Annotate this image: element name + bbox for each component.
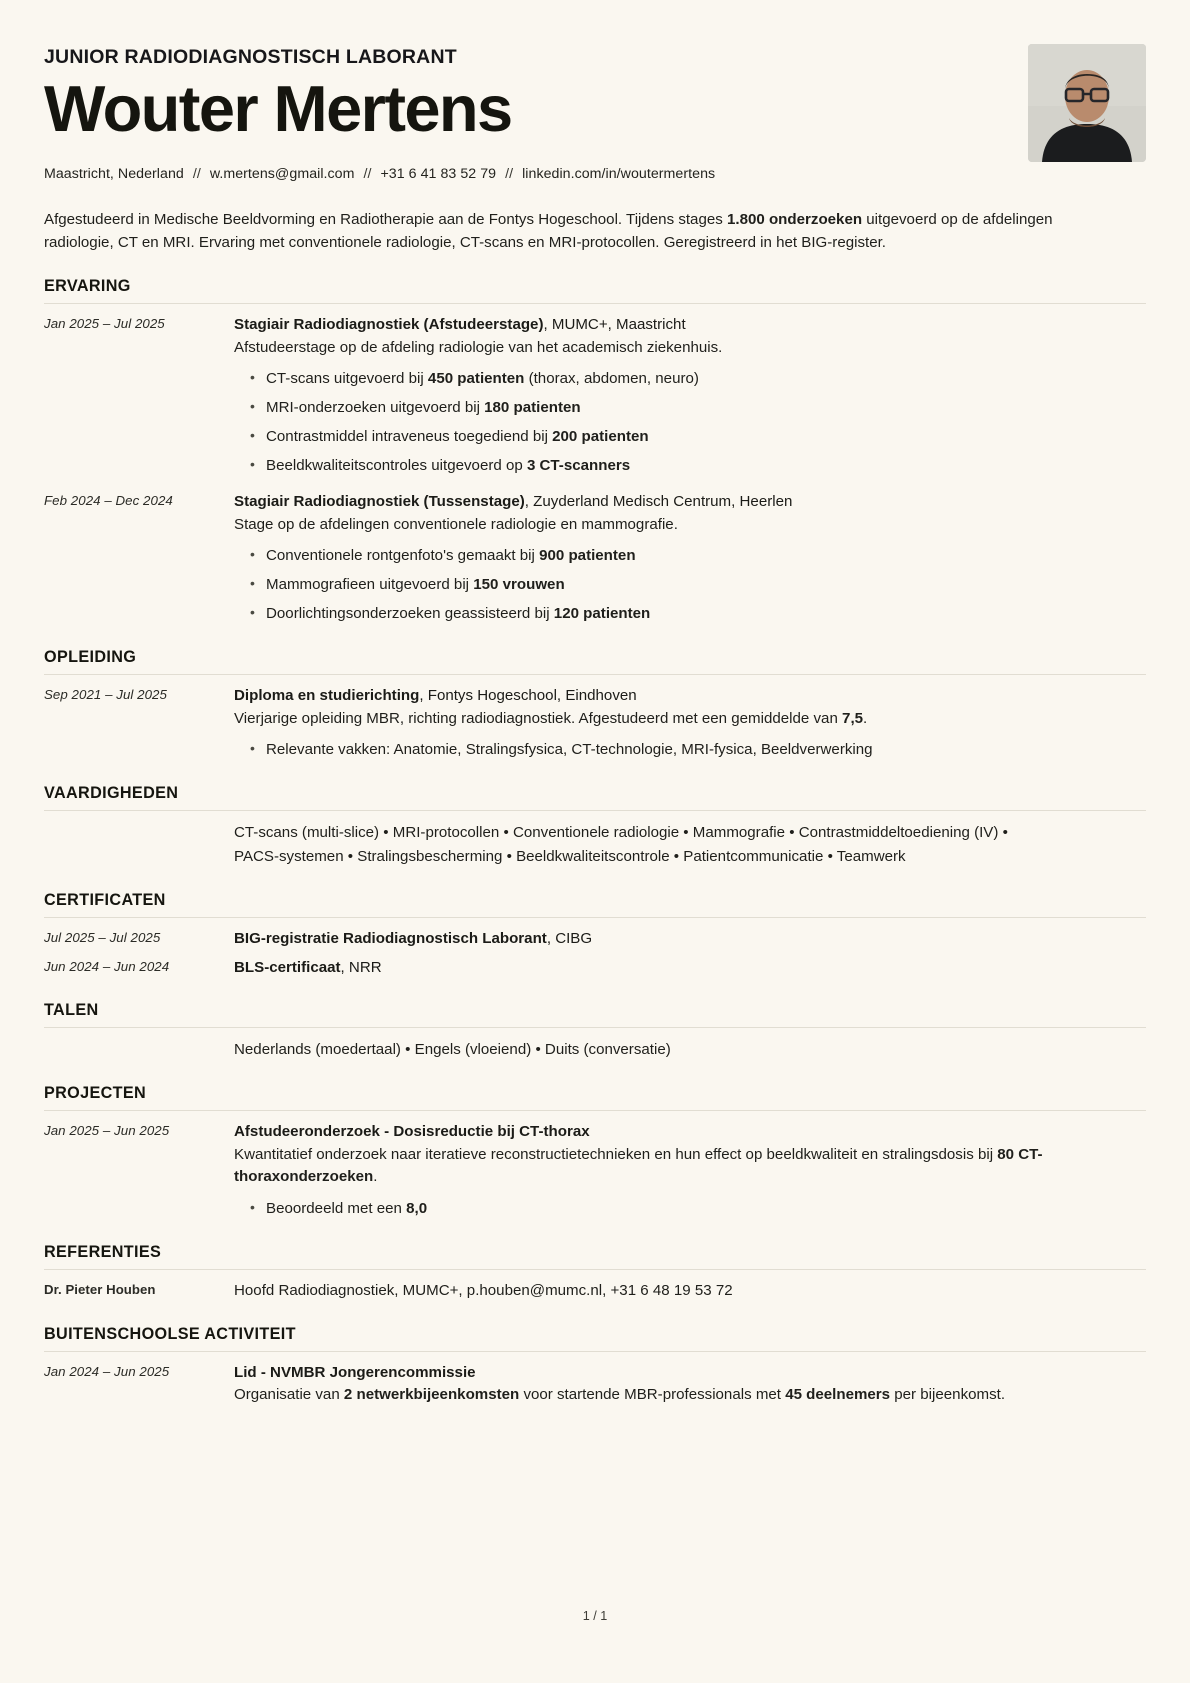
desc-mid: voor startende MBR-professionals met — [519, 1386, 786, 1404]
bullet-text-bold: 120 patienten — [553, 605, 651, 623]
entry-heading — [234, 957, 1146, 980]
contact-phone[interactable]: +31 6 41 83 52 79 — [380, 165, 497, 182]
bullet-text-bold: 3 CT-scanners — [526, 457, 631, 475]
entry-heading — [234, 314, 1146, 337]
section-certificates — [44, 891, 1146, 979]
certificate-entry — [44, 957, 1146, 980]
section-divider — [44, 303, 1146, 304]
reference-entry — [44, 1280, 1146, 1303]
profile-photo-illustration — [1028, 44, 1146, 162]
summary-highlight: 1.800 onderzoeken — [727, 210, 863, 228]
reference-detail: Hoofd Radiodiagnostiek, MUMC+, p.houben@mumc.nl, +31 6 48 19 53 72 — [234, 1281, 733, 1299]
bullet-text-bold: 180 patienten — [484, 399, 581, 417]
reference-name: Dr. Pieter Houben — [44, 1281, 156, 1297]
section-divider — [44, 1110, 1146, 1111]
bullet-text-bold: 900 patienten — [539, 547, 636, 565]
desc-pre: Organisatie van — [234, 1386, 344, 1404]
profile-summary — [44, 208, 1064, 255]
bullet-text-pre: CT-scans uitgevoerd bij — [266, 370, 428, 388]
bullet-item — [266, 455, 1146, 478]
entry-meta: , Zuyderland Medisch Centrum, Heerlen — [524, 492, 793, 510]
entry-description — [234, 1384, 1146, 1407]
profile-photo — [1028, 44, 1146, 162]
contact-separator-3: // — [505, 165, 514, 182]
entry-body — [234, 1121, 1146, 1221]
section-title-skills: VAARDIGHEDEN — [44, 784, 179, 803]
bullet-text-bold: 200 patienten — [552, 428, 649, 446]
education-entry — [44, 685, 1146, 762]
entry-bullet-list — [234, 1198, 1146, 1221]
entry-role: Stagiair Radiodiagnostiek (Tussenstage) — [234, 492, 525, 510]
entry-role: Afstudeeronderzoek - Dosisreductie bij CT-thorax — [234, 1123, 590, 1141]
bullet-text-pre: Conventionele rontgenfoto's gemaakt bij — [266, 547, 540, 565]
entry-heading — [234, 685, 1146, 708]
section-title-references: REFERENTIES — [44, 1242, 162, 1261]
entry-date: Jan 2025 – Jun 2025 — [44, 1123, 170, 1139]
page-indicator: 1 / 1 — [582, 1609, 608, 1623]
skills-row — [44, 821, 1146, 869]
section-divider — [44, 1027, 1146, 1028]
desc-post: per bijeenkomst. — [890, 1386, 1006, 1404]
desc-pre: Kwantitatief onderzoek naar iteratieve reconstructietechnieken en hun effect op beeldkwaliteit en stralingsdosis bij — [234, 1145, 998, 1163]
entry-body — [234, 685, 1146, 762]
contact-separator-1: // — [192, 165, 201, 182]
bullet-text-bold: 150 vrouwen — [473, 576, 565, 594]
entry-meta: , Fontys Hogeschool, Eindhoven — [419, 687, 637, 705]
section-title-projects: PROJECTEN — [44, 1084, 147, 1103]
bullet-item — [266, 574, 1146, 597]
contact-separator-2: // — [363, 165, 372, 182]
entry-meta: , NRR — [340, 958, 382, 976]
entry-date: Jun 2024 – Jun 2024 — [44, 958, 170, 974]
entry-date: Sep 2021 – Jul 2025 — [44, 687, 167, 703]
section-title-experience: ERVARING — [44, 276, 131, 295]
certificate-entry — [44, 928, 1146, 951]
bullet-text-pre: Beoordeeld met een — [266, 1200, 407, 1218]
entry-meta: , CIBG — [546, 929, 593, 947]
entry-body — [234, 1362, 1146, 1407]
page-footer — [0, 1609, 1190, 1623]
summary-part-1: Afgestudeerd in Medische Beeldvorming en Radiotherapie aan de Fontys Hogeschool. Tijdens stages — [44, 210, 727, 228]
section-divider — [44, 917, 1146, 918]
entry-heading — [234, 928, 1146, 951]
section-divider — [44, 1351, 1146, 1352]
section-skills — [44, 784, 1146, 869]
section-references — [44, 1243, 1146, 1303]
bullet-item — [266, 739, 1146, 762]
bullet-text-pre: Mammografieen uitgevoerd bij — [266, 576, 474, 594]
entry-heading — [234, 1121, 1146, 1144]
section-title-extracurricular: BUITENSCHOOLSE ACTIVITEIT — [44, 1324, 296, 1343]
entry-bullet-list — [234, 545, 1146, 626]
entry-body — [234, 491, 1146, 626]
entry-description — [234, 1144, 1146, 1189]
section-languages — [44, 1001, 1146, 1062]
section-title-certificates: CERTIFICATEN — [44, 890, 166, 909]
entry-role: Diploma en studierichting — [234, 687, 420, 705]
bullet-text-post: (thorax, abdomen, neuro) — [524, 370, 699, 388]
entry-role: BLS-certificaat — [234, 958, 341, 976]
bullet-text-bold: 8,0 — [406, 1200, 428, 1218]
desc-bold: 80 CT-thoraxonderzoeken — [234, 1145, 1043, 1186]
entry-body — [234, 314, 1146, 478]
entry-body — [234, 957, 1146, 980]
entry-date: Jan 2024 – Jun 2025 — [44, 1363, 170, 1379]
entry-body — [234, 928, 1146, 951]
contact-line — [44, 166, 1008, 182]
entry-bullet-list — [234, 368, 1146, 478]
bullet-item — [266, 368, 1146, 391]
entry-date: Jan 2025 – Jul 2025 — [44, 315, 165, 331]
contact-location: Maastricht, Nederland — [44, 165, 184, 182]
entry-meta: , MUMC+, Maastricht — [543, 315, 686, 333]
skills-line-1: CT-scans (multi-slice) • MRI-protocollen • Conventionele radiologie • Mammografie • Contrastmiddeltoediening (IV) • — [234, 824, 1008, 842]
entry-role: BIG-registratie Radiodiagnostisch Laborant — [234, 929, 547, 947]
skills-list — [234, 821, 1146, 869]
entry-body — [234, 1280, 1146, 1303]
section-education — [44, 648, 1146, 762]
contact-linkedin[interactable]: linkedin.com/in/woutermertens — [522, 165, 716, 182]
section-divider — [44, 810, 1146, 811]
experience-entry — [44, 314, 1146, 478]
skills-line-2: PACS-systemen • Stralingsbescherming • Beeldkwaliteitscontrole • Patientcommunicatie • Teamwerk — [234, 848, 906, 866]
section-projects — [44, 1084, 1146, 1221]
entry-heading — [234, 1362, 1146, 1385]
bullet-text-pre: Contrastmiddel intraveneus toegediend bij — [266, 428, 553, 446]
bullet-text-bold: 450 patienten — [427, 370, 525, 388]
desc-bold-2: 45 deelnemers — [785, 1386, 891, 1404]
header-text-block — [44, 42, 1028, 182]
bullet-text-pre: Beeldkwaliteitscontroles uitgevoerd op — [266, 457, 527, 475]
section-extracurricular — [44, 1325, 1146, 1407]
candidate-name: Wouter Mertens — [44, 72, 512, 145]
contact-email[interactable]: w.mertens@gmail.com — [209, 165, 355, 182]
job-title: JUNIOR RADIODIAGNOSTISCH LABORANT — [44, 46, 457, 68]
entry-role: Stagiair Radiodiagnostiek (Afstudeerstage) — [234, 315, 544, 333]
entry-description: Stage op de afdelingen conventionele radiologie en mammografie. — [234, 515, 678, 533]
entry-bullet-list — [234, 739, 1146, 762]
resume-header — [44, 42, 1146, 182]
entry-heading — [234, 491, 1146, 514]
section-title-education: OPLEIDING — [44, 648, 137, 667]
bullet-text-pre: Doorlichtingsonderzoeken geassisteerd bij — [266, 605, 554, 623]
desc-pre: Vierjarige opleiding MBR, richting radiodiagnostiek. Afgestudeerd met een gemiddelde van — [234, 709, 843, 727]
bullet-text-pre: MRI-onderzoeken uitgevoerd bij — [266, 399, 485, 417]
section-title-languages: TALEN — [44, 1001, 99, 1020]
project-entry — [44, 1121, 1146, 1221]
entry-description: Afstudeerstage op de afdeling radiologie van het academisch ziekenhuis. — [234, 338, 723, 356]
bullet-item — [266, 1198, 1146, 1221]
bullet-text-pre: Relevante vakken: Anatomie, Stralingsfysica, CT-technologie, MRI-fysica, Beeldverwerking — [266, 741, 873, 759]
desc-post: . — [373, 1168, 378, 1186]
entry-role: Lid - NVMBR Jongerencommissie — [234, 1363, 476, 1381]
entry-date: Jul 2025 – Jul 2025 — [44, 929, 161, 945]
experience-entry — [44, 491, 1146, 626]
bullet-item — [266, 426, 1146, 449]
section-experience — [44, 277, 1146, 626]
section-divider — [44, 674, 1146, 675]
bullet-item — [266, 397, 1146, 420]
summary-part-2: uitgevoerd op de afdelingen radiologie, CT en MRI. Ervaring met conventionele radiologie, CT-scans en MRI-protocollen. Geregistreerd in het BIG-register. — [44, 210, 1053, 252]
extracurricular-entry — [44, 1362, 1146, 1407]
entry-date: Feb 2024 – Dec 2024 — [44, 492, 173, 508]
desc-post: . — [863, 709, 868, 727]
entry-description — [234, 708, 1146, 731]
bullet-item — [266, 545, 1146, 568]
section-divider — [44, 1269, 1146, 1270]
bullet-item — [266, 603, 1146, 626]
desc-bold: 7,5 — [842, 709, 864, 727]
languages-list: Nederlands (moedertaal) • Engels (vloeiend) • Duits (conversatie) — [234, 1041, 671, 1059]
languages-row — [44, 1038, 1146, 1062]
desc-bold-1: 2 netwerkbijeenkomsten — [343, 1386, 520, 1404]
